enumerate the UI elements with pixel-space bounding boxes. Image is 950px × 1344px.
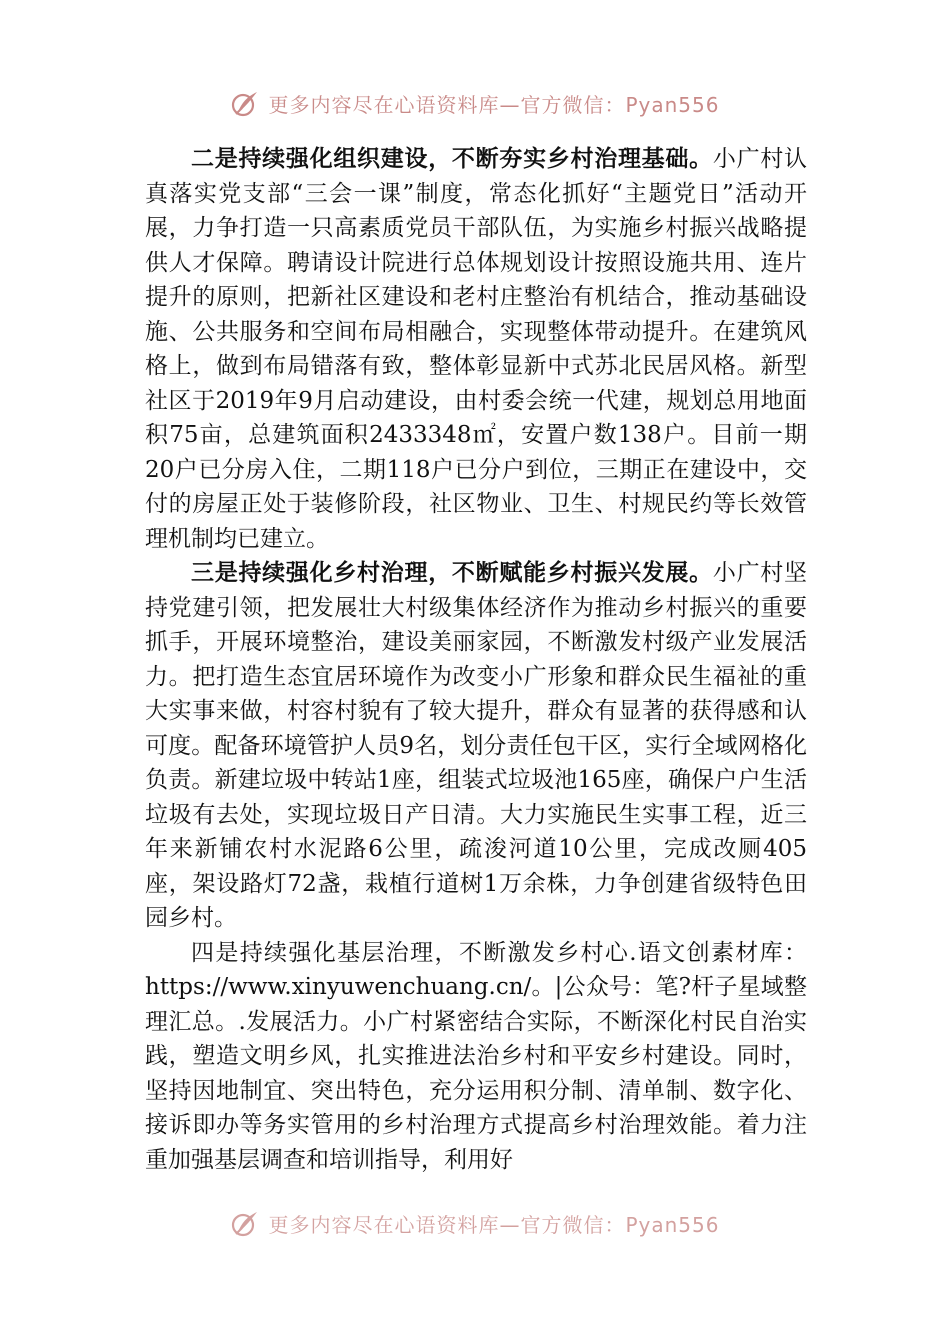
watermark-footer xyxy=(0,1208,950,1238)
feather-logo-icon xyxy=(230,1208,260,1238)
paragraph xyxy=(145,556,807,936)
watermark-header xyxy=(0,88,950,118)
paragraph-lead: 二是持续强化组织建设，不断夯实乡村治理基础。 xyxy=(191,145,713,172)
paragraph-body: 小广村坚持党建引领，把发展壮大村级集体经济作为推动乡村振兴的重要抓手，开展环境整治，建设美丽家园，不断激发村级产业发展活力。把打造生态宜居环境作为改变小广形象和群众民生福祉的重大实事来做，村容村貌有了较大提升，群众有显著的获得感和认可度。配备环境管护人员9名，划分责任包干区，实行全域网格化负责。新建垃圾中转站1座，组装式垃圾池165座，确保户户生活垃圾有去处，实现垃圾日产日清。大力实施民生实事工程，近三年来新铺农村水泥路6公里，疏浚河道10公里，完成改厕405座，架设路灯72盏，栽植行道树1万余株，力争创建省级特色田园乡村。 xyxy=(145,560,808,931)
watermark-text: 更多内容尽在心语资料库—官方微信：Pyan556 xyxy=(268,1212,720,1237)
paragraph-body: 四是持续强化基层治理，不断激发乡村心.语文创素材库：https://www.xinyuwenchuang.cn/。|公众号：笔?杆子星域整理汇总。.发展活力。小广村紧密结合实际，不断深化村民自治实践，塑造文明乡风，扎实推进法治乡村和平安乡村建设。同时，坚持因地制宜、突出特色，充分运用积分制、清单制、数字化、接诉即办等务实管用的乡村治理方式提高乡村治理效能。着力注重加强基层调查和培训指导，利用好 xyxy=(145,939,807,1173)
paragraph-body: 小广村认真落实党支部“三会一课”制度，常态化抓好“主题党日”活动开展，力争打造一只高素质党员干部队伍，为实施乡村振兴战略提供人才保障。聘请设计院进行总体规划设计按照设施共用、连片提升的原则，把新社区建设和老村庄整治有机结合，推动基础设施、公共服务和空间布局相融合，实现整体带动提升。在建筑风格上，做到布局错落有致，整体彰显新中式苏北民居风格。新型社区于2019年9月启动建设，由村委会统一代建，规划总用地面积75亩，总建筑面积2433348㎡，安置户数138户。目前一期20户已分房入住，二期118户已分户到位，三期正在建设中，交付的房屋正处于装修阶段，社区物业、卫生、村规民约等长效管理机制均已建立。 xyxy=(145,146,808,552)
paragraph-lead: 三是持续强化乡村治理，不断赋能乡村振兴发展。 xyxy=(191,559,713,586)
document-body xyxy=(145,142,807,1177)
watermark-text: 更多内容尽在心语资料库—官方微信：Pyan556 xyxy=(268,92,720,117)
paragraph xyxy=(145,142,807,556)
paragraph xyxy=(145,936,807,1178)
feather-logo-icon xyxy=(230,88,260,118)
